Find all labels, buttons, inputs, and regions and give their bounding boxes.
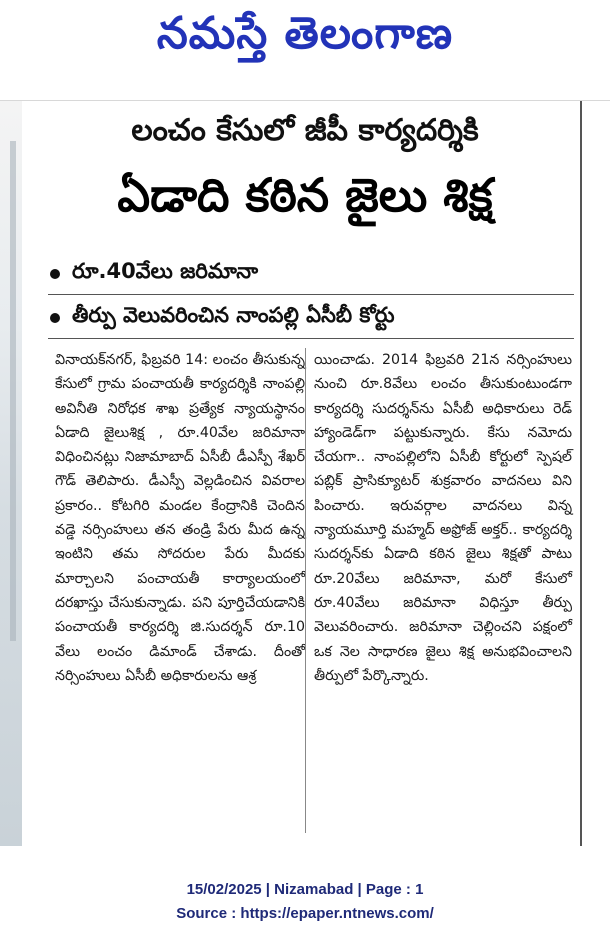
news-clipping (0, 100, 610, 846)
subhead-bullet (50, 259, 570, 289)
footer-source: Source : https://epaper.ntnews.com/ (176, 905, 434, 922)
article-body-left (55, 348, 305, 688)
source-footer (0, 878, 610, 926)
right-column-rule (580, 101, 582, 846)
masthead-logo (0, 0, 610, 78)
bullet-icon (50, 313, 60, 323)
bullet-icon (50, 269, 60, 279)
article-kicker: లంచం కేసులో జీపీ కార్యదర్శికి (131, 113, 479, 148)
footer-dateline: 15/02/2025 | Nizamabad | Page : 1 (186, 881, 424, 898)
adjacent-photo-fragment (0, 101, 22, 846)
body-paragraph: యించాడు. 2014 ఫిబ్రవరి 21న నర్సింహులు నుంచి రూ.8వేలు లంచం తీసుకుంటుండగా కార్యదర్శి సుదర్శన్‌ను ఏసీబీ అధికారులు రెడ్ హ్యాండెడ్‌గా పట్టుకున్నారు. కేసు నమోదు చేయగా.. నాంపల్లిలోని ఏసీబీ కోర్టులో స్పెషల్ పబ్లిక్ ప్రాసిక్యూటర్ శుక్రవారం వాదనలు విని పించారు. ఇరువర్గాల వాదనలు విన్న న్యాయమూర్తి మహ్మద్ అఫ్రోజ్ అక్తర్.. కార్యదర్శి సుదర్శన్‌కు ఏడాది కఠిన జైలు శిక్షతో పాటు రూ.20వేలు జరిమానా, మరో కేసులో రూ.40వేలు జరిమానా విధిస్తూ తీర్పు వెలువరించారు. జరిమానా చెల్లించని పక్షంలో ఒక నెల సాధారణ జైలు శిక్ష అనుభవించాలని తీర్పులో పేర్కొన్నారు. (314, 352, 572, 684)
subhead-bullet (50, 303, 570, 333)
article-body-right (314, 348, 572, 688)
subhead-text: తీర్పు వెలువరించిన నాంపల్లి ఏసీబీ కోర్టు (72, 303, 395, 327)
divider (48, 294, 574, 295)
divider (48, 338, 574, 339)
subhead-text: రూ.40వేలు జరిమానా (72, 259, 259, 283)
article-headline: ఏడాది కఠిన జైలు శిక్ష (117, 168, 493, 222)
column-divider (305, 348, 306, 833)
masthead-title: నమస్తే తెలంగాణ (156, 8, 454, 59)
body-paragraph: వినాయక్‌నగర్, ఫిబ్రవరి 14: లంచం తీసుకున్న కేసులో గ్రామ పంచాయతీ కార్యదర్శికి నాంపల్లి అవినీతి నిరోధక శాఖ ప్రత్యేక న్యాయస్థానం ఏడాది జైలుశిక్ష , రూ.40వేల జరిమానా విధించినట్లు నిజామాబాద్ ఏసీబీ డీఎస్పీ శేఖర్ గౌడ్ తెలిపారు. డీఎస్పీ వెల్లడించిన వివరాల ప్రకారం.. కోటగిరి మండల కేంద్రానికి చెందిన వడ్డె నర్సింహులు తన తండ్రి పేరు మీద ఉన్న ఇంటిని తమ సోదరుల పేరు మీదకు మార్చాలని పంచాయతీ కార్యాలయంలో దరఖాస్తు చేసుకున్నాడు. పని పూర్తిచేయడానికి పంచాయతీ కార్యదర్శి జి.సుదర్శన్ రూ.10 వేలు లంచం డిమాండ్ చేశాడు. దీంతో నర్సింహులు ఏసీబీ అధికారులను ఆశ్ర (55, 352, 305, 684)
